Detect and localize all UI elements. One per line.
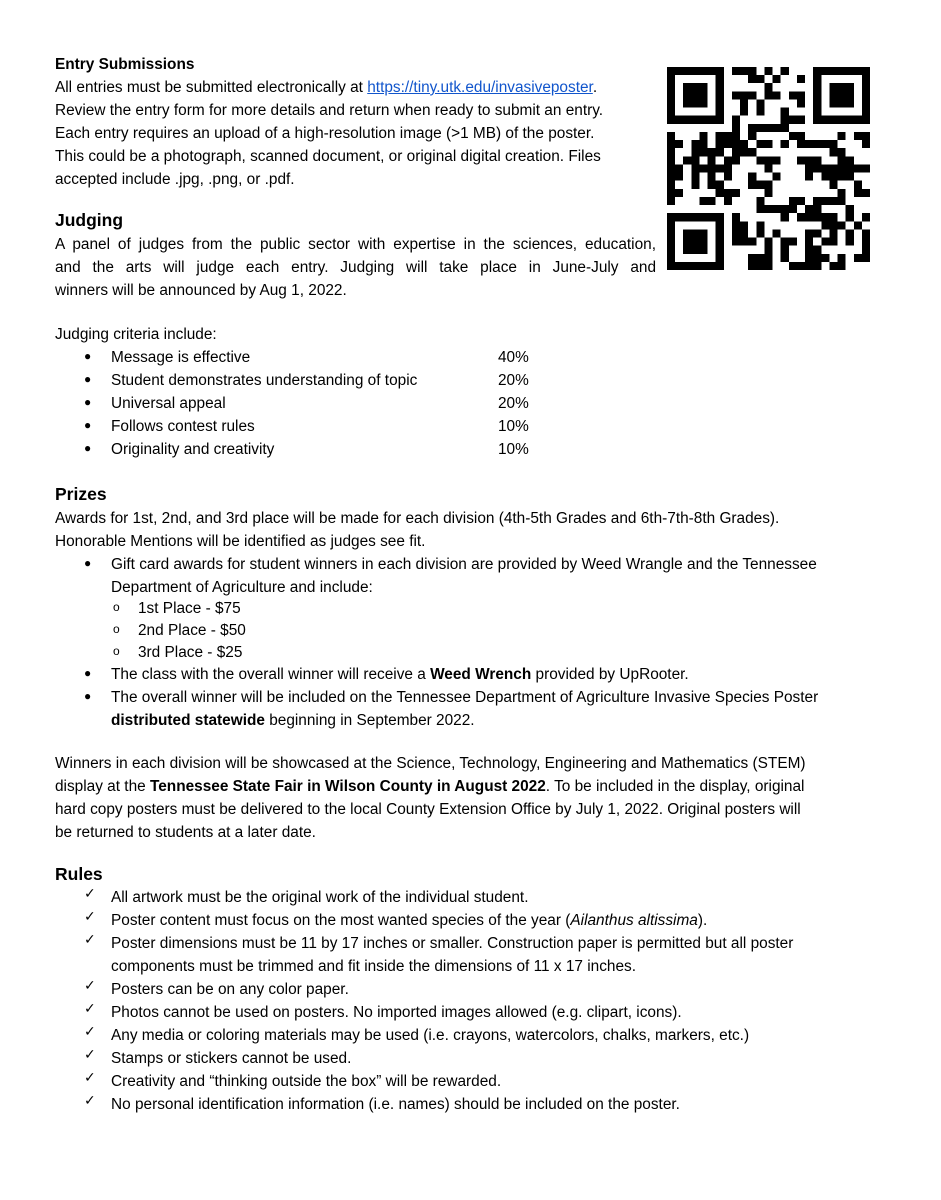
qr-module [838, 164, 846, 172]
qr-module [805, 205, 813, 213]
place-marker: o [113, 644, 120, 658]
qr-module [838, 148, 846, 156]
qr-module [813, 164, 821, 172]
prizes-heading: Prizes [55, 484, 107, 504]
winners-line-2-end: . To be included in the display, original [545, 778, 805, 795]
qr-module [708, 148, 716, 156]
qr-module [667, 164, 675, 172]
qr-module [789, 205, 797, 213]
place-item: 3rd Place - $25 [138, 644, 243, 661]
qr-module [748, 254, 756, 262]
qr-module [724, 132, 732, 140]
qr-module [716, 140, 724, 148]
qr-module [732, 229, 740, 237]
criteria-bullet: ● [84, 349, 92, 363]
qr-module [764, 189, 772, 197]
qr-module [773, 229, 781, 237]
qr-module [716, 132, 724, 140]
qr-module [838, 262, 846, 270]
judging-line-2: and the arts will judge each entry. Judging will take place in June-July and [55, 259, 656, 276]
qr-module [813, 213, 821, 221]
qr-module [764, 164, 772, 172]
qr-code [667, 67, 870, 270]
qr-module [821, 173, 829, 181]
qr-module [781, 254, 789, 262]
qr-module [732, 116, 740, 124]
criteria-label: Student demonstrates understanding of topic [111, 372, 418, 389]
prizes-bullet-1-line-2: Department of Agriculture and include: [111, 579, 373, 596]
rule-4: Posters can be on any color paper. [111, 981, 349, 998]
qr-module [740, 148, 748, 156]
qr-module [773, 156, 781, 164]
prizes-bullet: ● [84, 689, 92, 703]
qr-module [813, 246, 821, 254]
place-item: 1st Place - $75 [138, 600, 241, 617]
criteria-label: Follows contest rules [111, 418, 255, 435]
criteria-percent: 40% [498, 349, 529, 366]
qr-module [724, 197, 732, 205]
qr-module [797, 91, 805, 99]
entry-line-4: This could be a photograph, scanned document, or original digital creation. Files [55, 148, 601, 165]
criteria-label: Message is effective [111, 349, 251, 366]
qr-module [708, 197, 716, 205]
qr-module [740, 238, 748, 246]
qr-module [805, 229, 813, 237]
rule-5: Photos cannot be used on posters. No imported images allowed (e.g. clipart, icons). [111, 1004, 682, 1021]
qr-module [667, 148, 675, 156]
qr-module [838, 173, 846, 181]
qr-module [829, 148, 837, 156]
qr-module [854, 181, 862, 189]
qr-module [667, 132, 675, 140]
winners-line-2-text: display at the [55, 778, 150, 795]
qr-module [756, 254, 764, 262]
qr-module [699, 132, 707, 140]
entry-line-1-end: . [592, 79, 598, 96]
qr-module [732, 221, 740, 229]
criteria-percent: 10% [498, 441, 529, 458]
qr-module [756, 221, 764, 229]
qr-module [764, 205, 772, 213]
prizes-line-1: Awards for 1st, 2nd, and 3rd place will be made for each division (4th-5th Grades and 6th-7th-8th Grades). [55, 510, 780, 527]
qr-module [846, 229, 854, 237]
qr-module [773, 124, 781, 132]
weed-wrench-text: Weed Wrench [430, 666, 532, 683]
qr-module [854, 164, 862, 172]
qr-module [829, 229, 837, 237]
criteria-bullet: ● [84, 418, 92, 432]
qr-module [708, 164, 716, 172]
qr-module [797, 132, 805, 140]
qr-module [854, 221, 862, 229]
qr-module [691, 164, 699, 172]
qr-module [667, 140, 675, 148]
qr-module [805, 246, 813, 254]
place-marker: o [113, 622, 120, 636]
judging-heading: Judging [55, 210, 124, 230]
qr-module [838, 254, 846, 262]
qr-module [756, 108, 764, 116]
check-icon: ✓ [84, 886, 96, 902]
qr-module [862, 238, 870, 246]
qr-module [813, 262, 821, 270]
qr-module [748, 262, 756, 270]
entry-line-3: Each entry requires an upload of a high-resolution image (>1 MB) of the poster. [55, 125, 595, 142]
qr-module [764, 246, 772, 254]
qr-module [829, 164, 837, 172]
qr-module [829, 181, 837, 189]
qr-module [797, 116, 805, 124]
qr-module [675, 164, 683, 172]
rule-2-end: ). [697, 912, 708, 929]
qr-module [789, 238, 797, 246]
entry-line-1 [55, 76, 597, 99]
qr-module [756, 181, 764, 189]
qr-finder-inner [683, 83, 707, 107]
qr-module [748, 181, 756, 189]
place-item: 2nd Place - $50 [138, 622, 246, 639]
qr-module [716, 189, 724, 197]
rule-2 [111, 909, 707, 932]
qr-module [789, 91, 797, 99]
qr-module [773, 75, 781, 83]
prizes-bullet-3-line-2 [111, 709, 475, 732]
qr-module [764, 156, 772, 164]
winners-line-4: be returned to students at a later date. [55, 824, 316, 841]
entry-line-2: Review the entry form for more details and return when ready to submit an entry. [55, 102, 604, 119]
qr-module [756, 99, 764, 107]
criteria-percent: 20% [498, 372, 529, 389]
prizes-bullet: ● [84, 666, 92, 680]
qr-module [748, 75, 756, 83]
check-icon: ✓ [84, 932, 96, 948]
species-name: Ailanthus altissima [570, 912, 698, 929]
qr-module [854, 132, 862, 140]
qr-module [691, 156, 699, 164]
qr-module [789, 262, 797, 270]
qr-module [797, 75, 805, 83]
qr-module [838, 221, 846, 229]
qr-module [691, 140, 699, 148]
qr-module [748, 124, 756, 132]
prizes-bullet-1-line-1: Gift card awards for student winners in each division are provided by Weed Wrangle and the Tennessee [111, 556, 817, 573]
qr-module [854, 254, 862, 262]
rule-8: Creativity and “thinking outside the box” will be rewarded. [111, 1073, 502, 1090]
qr-module [732, 132, 740, 140]
qr-module [764, 238, 772, 246]
qr-module [838, 197, 846, 205]
qr-module [781, 116, 789, 124]
qr-module [838, 132, 846, 140]
qr-module [829, 213, 837, 221]
distributed-statewide-text: distributed statewide [111, 712, 265, 729]
qr-module [797, 197, 805, 205]
qr-module [724, 189, 732, 197]
qr-module [667, 189, 675, 197]
qr-module [740, 229, 748, 237]
qr-module [699, 164, 707, 172]
qr-module [862, 164, 870, 172]
qr-module [691, 181, 699, 189]
qr-module [773, 205, 781, 213]
rule-6: Any media or coloring materials may be used (i.e. crayons, watercolors, chalks, markers, etc.) [111, 1027, 750, 1044]
prizes-bullet-2-text: The class with the overall winner will receive a [111, 666, 431, 683]
qr-module [756, 205, 764, 213]
qr-module [740, 140, 748, 148]
qr-module [764, 124, 772, 132]
qr-module [764, 67, 772, 75]
qr-module [699, 197, 707, 205]
qr-module [724, 140, 732, 148]
qr-module [813, 156, 821, 164]
rule-9: No personal identification information (i.e. names) should be included on the poster. [111, 1096, 680, 1113]
check-icon: ✓ [84, 909, 96, 925]
winners-line-2 [55, 775, 804, 798]
qr-module [829, 221, 837, 229]
prizes-bullet-3-end: beginning in September 2022. [264, 712, 475, 729]
qr-module [708, 156, 716, 164]
judging-line-3: winners will be announced by Aug 1, 2022. [55, 282, 347, 299]
prizes-bullet-3-line-1: The overall winner will be included on the Tennessee Department of Agriculture Invasive Species Poster [111, 689, 819, 706]
qr-module [708, 181, 716, 189]
qr-finder-inner [829, 83, 853, 107]
qr-module [862, 229, 870, 237]
qr-module [781, 213, 789, 221]
qr-module [756, 262, 764, 270]
qr-module [764, 83, 772, 91]
qr-module [732, 156, 740, 164]
qr-module [732, 238, 740, 246]
qr-module [813, 197, 821, 205]
qr-module [829, 262, 837, 270]
qr-module [813, 140, 821, 148]
criteria-bullet: ● [84, 395, 92, 409]
qr-module [862, 189, 870, 197]
qr-module [732, 189, 740, 197]
qr-module [740, 99, 748, 107]
qr-module [683, 156, 691, 164]
qr-module [797, 140, 805, 148]
qr-module [756, 140, 764, 148]
qr-module [716, 181, 724, 189]
qr-module [748, 132, 756, 140]
qr-module [846, 164, 854, 172]
qr-module [805, 238, 813, 246]
qr-module [805, 213, 813, 221]
qr-module [667, 181, 675, 189]
qr-module [748, 173, 756, 181]
qr-module [667, 197, 675, 205]
qr-module [716, 148, 724, 156]
rule-3-line-1: Poster dimensions must be 11 by 17 inches or smaller. Construction paper is permitted but all poster [111, 935, 794, 952]
qr-module [748, 67, 756, 75]
qr-module [740, 221, 748, 229]
qr-module [829, 140, 837, 148]
qr-module [699, 140, 707, 148]
qr-module [821, 164, 829, 172]
qr-module [667, 173, 675, 181]
qr-module [732, 140, 740, 148]
qr-module [821, 197, 829, 205]
qr-module [813, 254, 821, 262]
qr-module [846, 238, 854, 246]
qr-module [789, 197, 797, 205]
qr-module [805, 262, 813, 270]
qr-module [732, 91, 740, 99]
qr-module [846, 205, 854, 213]
qr-module [829, 173, 837, 181]
state-fair-text: Tennessee State Fair in Wilson County in August 2022 [149, 778, 546, 795]
qr-module [748, 238, 756, 246]
qr-module [708, 173, 716, 181]
criteria-label: Universal appeal [111, 395, 226, 412]
qr-module [854, 189, 862, 197]
qr-module [781, 246, 789, 254]
winners-line-1: Winners in each division will be showcased at the Science, Technology, Engineering and Mathematics (STEM) [55, 755, 806, 772]
qr-module [724, 156, 732, 164]
criteria-bullet: ● [84, 441, 92, 455]
qr-module [675, 173, 683, 181]
qr-module [773, 91, 781, 99]
check-icon: ✓ [84, 1024, 96, 1040]
qr-module [838, 156, 846, 164]
qr-module [748, 91, 756, 99]
qr-module [829, 238, 837, 246]
qr-module [846, 173, 854, 181]
qr-module [846, 213, 854, 221]
qr-module [675, 140, 683, 148]
qr-module [756, 197, 764, 205]
qr-module [805, 164, 813, 172]
qr-module [740, 67, 748, 75]
entry-link[interactable]: https://tiny.utk.edu/invasiveposter [367, 79, 593, 96]
qr-module [821, 221, 829, 229]
qr-module [781, 108, 789, 116]
check-icon: ✓ [84, 1093, 96, 1109]
qr-module [724, 173, 732, 181]
prizes-line-2: Honorable Mentions will be identified as judges see fit. [55, 533, 426, 550]
prizes-bullet-2-end: provided by UpRooter. [531, 666, 689, 683]
place-marker: o [113, 600, 120, 614]
qr-module [797, 262, 805, 270]
check-icon: ✓ [84, 1070, 96, 1086]
qr-module [781, 140, 789, 148]
qr-module [691, 173, 699, 181]
qr-module [821, 238, 829, 246]
qr-module [805, 254, 813, 262]
qr-module [740, 108, 748, 116]
qr-module [862, 246, 870, 254]
qr-module [667, 156, 675, 164]
judging-line-1: A panel of judges from the public sector with expertise in the sciences, education, [55, 236, 656, 253]
entry-line-5: accepted include .jpg, .png, or .pdf. [55, 171, 295, 188]
criteria-percent: 20% [498, 395, 529, 412]
qr-module [862, 140, 870, 148]
prizes-bullet-2 [111, 663, 689, 686]
qr-module [829, 197, 837, 205]
rule-7: Stamps or stickers cannot be used. [111, 1050, 352, 1067]
qr-module [732, 67, 740, 75]
qr-module [699, 148, 707, 156]
qr-module [764, 91, 772, 99]
rule-1: All artwork must be the original work of the individual student. [111, 889, 529, 906]
qr-module [813, 229, 821, 237]
entry-line-1-text: All entries must be submitted electronically at [55, 79, 368, 96]
prizes-bullet: ● [84, 556, 92, 570]
winners-line-3: hard copy posters must be delivered to the local County Extension Office by July 1, 2022. Original posters will [55, 801, 801, 818]
qr-module [797, 99, 805, 107]
qr-module [764, 140, 772, 148]
qr-module [732, 213, 740, 221]
qr-module [789, 132, 797, 140]
qr-module [748, 148, 756, 156]
qr-module [862, 213, 870, 221]
qr-module [764, 181, 772, 189]
criteria-intro: Judging criteria include: [55, 326, 217, 343]
qr-module [805, 173, 813, 181]
qr-module [805, 156, 813, 164]
qr-module [781, 238, 789, 246]
qr-module [781, 124, 789, 132]
qr-module [756, 124, 764, 132]
qr-module [716, 164, 724, 172]
qr-module [691, 148, 699, 156]
qr-module [862, 254, 870, 262]
qr-module [773, 173, 781, 181]
entry-heading: Entry Submissions [55, 56, 195, 73]
qr-finder-inner [683, 229, 707, 253]
qr-module [797, 156, 805, 164]
qr-module [821, 254, 829, 262]
qr-module [756, 75, 764, 83]
qr-module [821, 140, 829, 148]
qr-module [732, 124, 740, 132]
qr-module [862, 132, 870, 140]
qr-module [797, 213, 805, 221]
qr-module [724, 164, 732, 172]
qr-module [805, 140, 813, 148]
qr-module [740, 91, 748, 99]
qr-module [756, 229, 764, 237]
rule-3-line-2: components must be trimmed and fit inside the dimensions of 11 x 17 inches. [111, 958, 636, 975]
qr-module [781, 205, 789, 213]
check-icon: ✓ [84, 978, 96, 994]
qr-module [756, 156, 764, 164]
qr-module [781, 67, 789, 75]
criteria-percent: 10% [498, 418, 529, 435]
qr-module [732, 148, 740, 156]
rule-2-text: Poster content must focus on the most wanted species of the year ( [111, 912, 571, 929]
qr-module [813, 205, 821, 213]
check-icon: ✓ [84, 1001, 96, 1017]
rules-heading: Rules [55, 864, 103, 884]
check-icon: ✓ [84, 1047, 96, 1063]
qr-module [838, 189, 846, 197]
qr-module [821, 213, 829, 221]
criteria-label: Originality and creativity [111, 441, 275, 458]
qr-module [764, 262, 772, 270]
criteria-bullet: ● [84, 372, 92, 386]
qr-module [789, 116, 797, 124]
qr-module [675, 189, 683, 197]
qr-module [846, 156, 854, 164]
qr-module [764, 254, 772, 262]
